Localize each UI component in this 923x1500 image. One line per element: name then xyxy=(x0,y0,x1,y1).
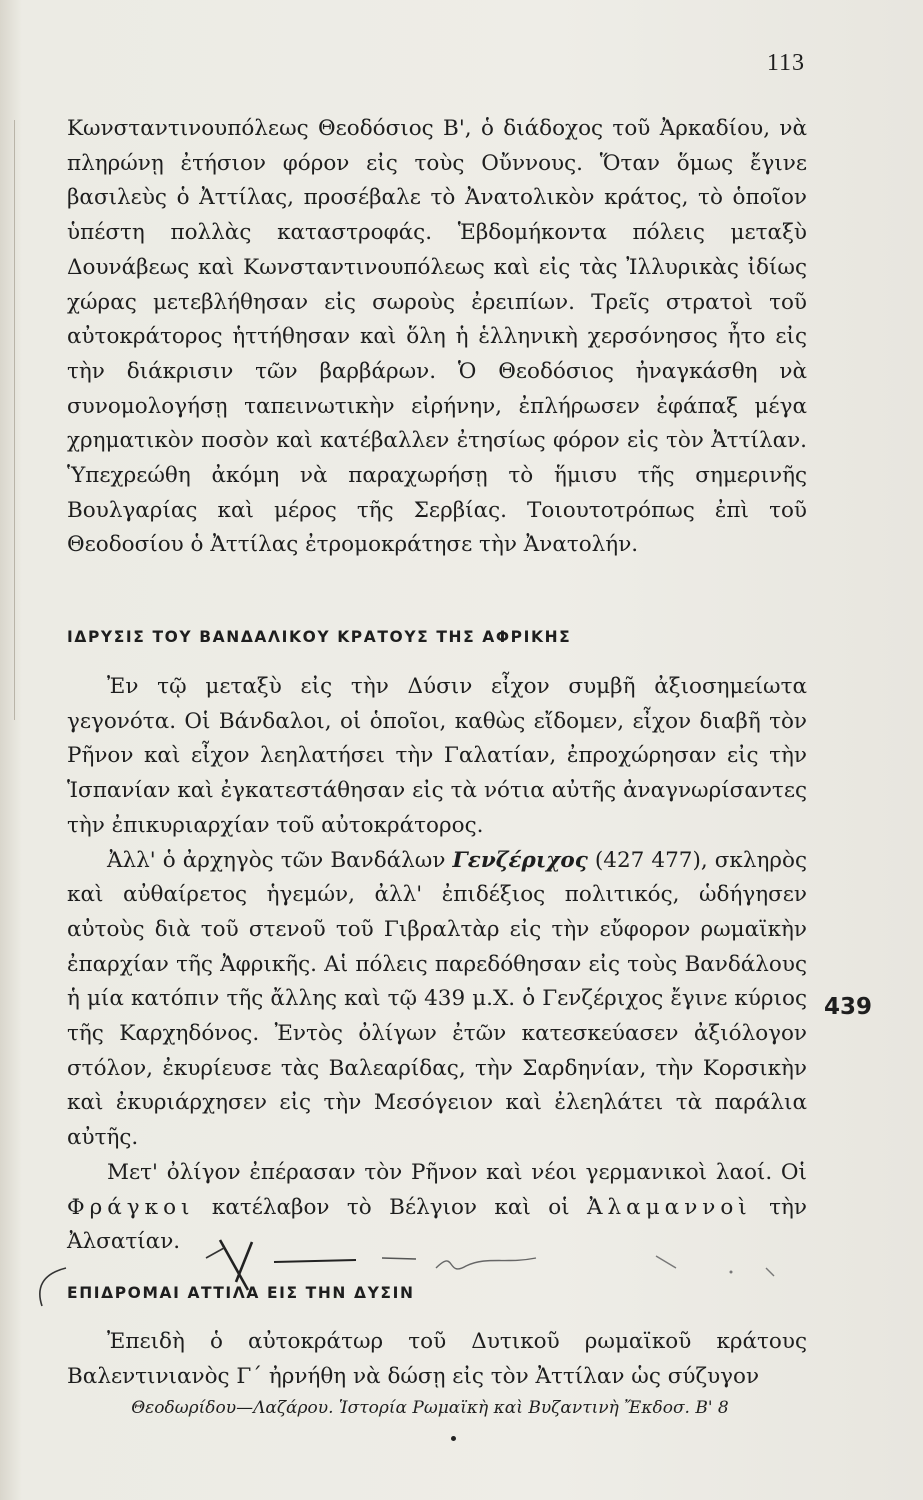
franks-text-start: Μετ' ὀλίγον ἐπέρασαν τὸν Ρῆνον καὶ νέοι γερμανικοὶ λαοί. Οἱ xyxy=(107,1159,807,1185)
franks-name: Φράγκοι xyxy=(67,1194,195,1220)
franks-text-end: τὴν Ἀλσατίαν. xyxy=(67,1194,807,1255)
section-heading-attila-invasions: ΕΠΙΔΡΟΜΑΙ ΑΤΤΙΛΑ ΕΙΣ ΤΗΝ ΔΥΣΙΝ xyxy=(67,1284,415,1302)
page-number: 113 xyxy=(766,50,805,76)
paragraph-genseric xyxy=(67,844,807,1156)
margin-year-note: 439 xyxy=(824,994,873,1020)
genseric-text-start: Ἀλλ' ὁ ἀρχηγὸς τῶν Βανδάλων xyxy=(107,847,453,873)
genseric-text-rest: (427 477), σκληρὸς καὶ αὐθαίρετος ἡγεμών, ἀλλ' ἐπιδέξιος πολιτικός, ὡδήγησεν αὐτοὺς διὰ τοῦ στενοῦ τοῦ Γιβραλτὰρ εἰς τὴν εὔφορον ρωμαϊκὴν ἐπαρχίαν τῆς Ἀφρικῆς. Αἱ πόλεις παρεδόθησαν εἰς τοὺς Βανδάλους ἡ μία κατόπιν τῆς ἄλλης καὶ τῷ 439 μ.Χ. ὁ Γενζέριχος ἔγινε κύριος τῆς Καρχηδόνος. Ἐντὸς ὀλίγων ἐτῶν κατεσκεύασεν ἀξιόλογον στόλον, ἐκυρίευσε τὰς Βαλεαρίδας, τὴν Σαρδηνίαν, τὴν Κορσικὴν καὶ ἐκυριάρχησεν εἰς τὴν Μεσόγειον καὶ ἐλεηλάτει τὰ παράλια αὐτῆς. xyxy=(67,847,807,1151)
paragraph-vandals-spain: Ἐν τῷ μεταξὺ εἰς τὴν Δύσιν εἶχον συμβῆ ἀξιοσημείωτα γεγονότα. Οἱ Βάνδαλοι, οἱ ὁποῖοι, καθὼς εἴδομεν, εἶχον διαβῆ τὸν Ρῆνον καὶ εἶχον λεηλατήσει τὴν Γαλατίαν, ἐπροχώρησαν εἰς τὴν Ἱσπανίαν καὶ ἐγκατεστάθησαν εἰς τὰ νότια αὐτῆς ἀναγνωρίσαντες τὴν ἐπικυριαρχίαν τοῦ αὐτοκράτορος. xyxy=(67,674,807,838)
alamanni-name: Ἀλαμαννοὶ xyxy=(587,1194,752,1220)
paragraph-theodosius: Κωνσταντινουπόλεως Θεοδόσιος Β', ὁ διάδοχος τοῦ Ἀρκαδίου, νὰ πληρώνῃ ἐτήσιον φόρον εἰς τοὺς Οὔννους. Ὅταν ὅμως ἔγινε βασιλεὺς ὁ Ἀττίλας, προσέβαλε τὸ Ἀνατολικὸν κράτος, τὸ ὁποῖον ὑπέστη πολλὰς καταστροφάς. Ἑβδομήκοντα πόλεις μεταξὺ Δουνάβεως καὶ Κωνσταντινουπόλεως καὶ εἰς τὰς Ἰλλυρικὰς ἰδίως χώρας μετεβλήθησαν εἰς σωροὺς ἐρειπίων. Τρεῖς στρατοὶ τοῦ αὐτοκράτορος ἡττήθησαν καὶ ὅλη ἡ ἑλληνικὴ χερσόνησος ἦτο εἰς τὴν διάκρισιν τῶν βαρβάρων. Ὁ Θεοδόσιος ἠναγκάσθη νὰ συνομολογήσῃ ταπεινωτικὴν εἰρήνην, ἐπλήρωσεν ἐφάπαξ μέγα χρηματικὸν ποσὸν καὶ κατέβαλλεν ἐτησίως φόρον εἰς τὸν Ἀττίλαν. Ὑπεχρεώθη ἀκόμη νὰ παραχωρήσῃ τὸ ἥμισυ τῆς σημερινῆς Βουλγαρίας καὶ μέρος τῆς Σερβίας. Τοιουτοτρόπως ἐπὶ τοῦ Θεοδοσίου ὁ Ἀττίλας ἐτρομοκράτησε τὴν Ἀνατολήν. xyxy=(67,116,807,558)
franks-text-middle: κατέλαβον τὸ Βέλγιον καὶ οἱ xyxy=(194,1194,588,1220)
footer-dot xyxy=(451,1436,456,1441)
paragraph-valentinian: Ἐπειδὴ ὁ αὐτοκράτωρ τοῦ Δυτικοῦ ρωμαϊκοῦ κράτους Βαλεντινιανὸς Γ΄ ἠρνήθη νὰ δώσῃ εἰς τὸν Ἀττίλαν ὡς σύζυγον xyxy=(67,1329,807,1389)
book-footer-signature: Θεοδωρίδου—Λαζάρου. Ἱστορία Ρωμαϊκὴ καὶ Βυζαντινὴ Ἔκδοσ. Β' 8 xyxy=(131,1398,729,1418)
binding-edge xyxy=(0,120,15,720)
genseric-name: Γενζέριχος xyxy=(452,847,588,873)
section-heading-vandal-kingdom: ΙΔΡΥΣΙΣ ΤΟΥ ΒΑΝΔΑΛΙΚΟΥ ΚΡΑΤΟΥΣ ΤΗΣ ΑΦΡΙΚΗΣ xyxy=(67,628,572,646)
vandal-section-text xyxy=(67,670,807,1260)
